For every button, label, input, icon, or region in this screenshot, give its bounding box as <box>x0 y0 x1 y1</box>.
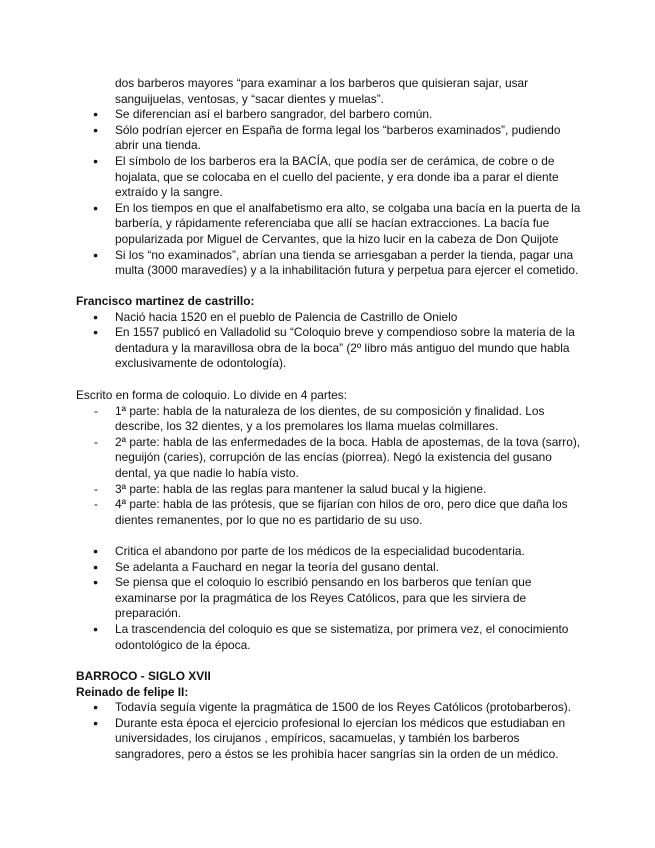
list-item: ● Si los “no examinados”, abrían una tienda se arriesgaban a perder la tienda, pagar una multa (3000 maravedíes) y a la inhabilitación futura y perpetua para ejercer el cometido. <box>76 248 586 279</box>
list-item: ● En 1557 publicó en Valladolid su “Coloquio breve y compendioso sobre la materia de la dentadura y la maravillosa obra de la boca” (2º libro más antiguo del mundo que habla exclusivamente de odontología). <box>76 325 586 372</box>
list-item: ● Se diferencian así el barbero sangrador, del barbero común. <box>76 107 586 123</box>
barberos-section <box>76 76 586 279</box>
barroco-list <box>76 700 586 762</box>
list-item: ● Sólo podrían ejercer en España de forma legal los “barberos examinados”, pudiendo abrir una tienda. <box>76 123 586 154</box>
section-heading: Francisco martinez de castrillo: <box>76 294 255 308</box>
list-item: ● La trascendencia del coloquio es que se sistematiza, por primera vez, el conocimiento odontológico de la época. <box>76 622 586 653</box>
list-item: ● Todavía seguía vigente la pragmática de 1500 de los Reyes Católicos (protobarberos). <box>76 700 586 716</box>
list-item: - 1ª parte: habla de la naturaleza de los dientes, de su composición y finalidad. Los describe, los 32 dientes, y a los premolares los llama muelas colmillares. <box>76 404 586 435</box>
section-heading: BARROCO - SIGLO XVII <box>76 669 211 683</box>
list-item: ● Critica el abandono por parte de los médicos de la especialidad bucodentaria. <box>76 544 586 560</box>
list-item: - 4ª parte: habla de las prótesis, que se fijarían con hilos de oro, pero dice que daña los dientes remanentes, por lo que no es partidario de su uso. <box>76 497 586 528</box>
list-item: - 3ª parte: habla de las reglas para mantener la salud bucal y la higiene. <box>76 482 586 498</box>
subsection-heading: Reinado de felipe II: <box>76 684 189 699</box>
list-item: ● Se adelanta a Fauchard en negar la teoría del gusano dental. <box>76 560 586 576</box>
barroco-section <box>76 669 586 763</box>
list-item: ● En los tiempos en que el analfabetismo era alto, se colgaba una bacía en la puerta de la barbería, y rápidamente referenciaba que allí se hacían extracciones. La bacía fue popularizada por Miguel de Cervantes, que la hizo lucir en la cabeza de Don Quijote <box>76 201 586 248</box>
continuation-paragraph: dos barberos mayores “para examinar a los barberos que quisieran sajar, usar sanguijuelas, ventosas, y “sacar dientes y muelas”. <box>115 76 529 106</box>
list-item: ● El símbolo de los barberos era la BACÍA, que podía ser de cerámica, de cobre o de hojalata, que se colocaba en el cuello del paciente, y era donde iba a parar el diente extraído y la sangre. <box>76 154 586 201</box>
coloquio-section <box>76 388 586 653</box>
list-item: ● Nació hacia 1520 en el pueblo de Palencia de Castrillo de Onielo <box>76 310 586 326</box>
castrillo-list <box>76 310 586 372</box>
parts-list <box>76 404 586 529</box>
list-item: ● Se piensa que el coloquio lo escribió pensando en los barberos que tenían que examinarse por la pragmática de los Reyes Católicos, para que les sirviera de preparación. <box>76 575 586 622</box>
barberos-list <box>76 107 586 279</box>
list-item: - 2ª parte: habla de las enfermedades de la boca. Habla de apostemas, de la tova (sarro), neguijón (caries), corrupción de las encías (piorrea). Negó la existencia del gusano dental, ya que nadie lo había visto. <box>76 435 586 482</box>
intro-paragraph: Escrito en forma de coloquio. Lo divide en 4 partes: <box>76 388 347 402</box>
coloquio-notes-list <box>76 544 586 653</box>
castrillo-section <box>76 294 586 372</box>
list-item: ● Durante esta época el ejercicio profesional lo ejercían los médicos que estudiaban en universidades, los cirujanos , empíricos, sacamuelas, y también los barberos sangradores, pero a éstos se les prohibía hacer sangrías sin la orden de un médico. <box>76 716 586 763</box>
